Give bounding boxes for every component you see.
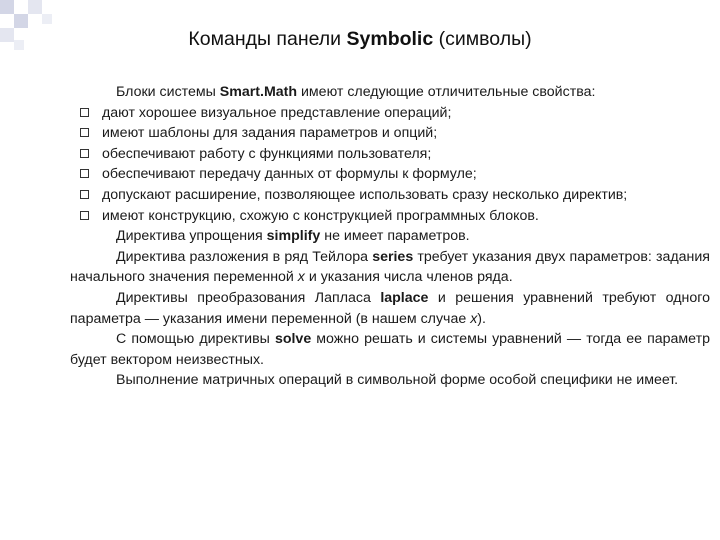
list-item: дают хорошее визуальное представление операций; [70, 103, 710, 124]
slide-title: Команды панели Symbolic (символы) [188, 28, 532, 50]
feature-list [70, 103, 710, 227]
list-item: имеют шаблоны для задания параметров и опций; [70, 123, 710, 144]
solve-paragraph: С помощью директивы solve можно решать и системы уравнений — тогда ее параметр будет вектором неизвестных. [70, 331, 710, 368]
checkbox-bullet-icon [80, 169, 89, 178]
list-item: имеют конструкцию, схожую с конструкцией программных блоков. [70, 206, 710, 227]
checkbox-bullet-icon [80, 149, 89, 158]
deco-square [28, 0, 42, 14]
list-item: обеспечивают работу с функциями пользователя; [70, 144, 710, 165]
checkbox-bullet-icon [80, 211, 89, 220]
deco-square [14, 14, 28, 28]
checkbox-bullet-icon [80, 108, 89, 117]
deco-square [0, 0, 14, 14]
series-paragraph: Директива разложения в ряд Тейлора series требует указания двух параметров: задания начального значения переменной x и указания числа членов ряда. [70, 248, 710, 286]
intro-paragraph: Блоки системы Smart.Math имеют следующие отличительные свойства: [116, 84, 596, 100]
slide-body [70, 82, 710, 391]
list-item: допускают расширение, позволяющее использовать сразу несколько директив; [70, 185, 710, 206]
list-item: обеспечивают передачу данных от формулы к формуле; [70, 164, 710, 185]
deco-square [42, 14, 52, 24]
laplace-paragraph: Директивы преобразования Лапласа laplace и решения уравнений требуют одного параметра — указания имени переменной (в нашем случае x). [70, 289, 711, 327]
matrix-paragraph: Выполнение матричных операций в символьной форме особой специфики не имеет. [116, 372, 679, 389]
simplify-paragraph: Директива упрощения simplify не имеет параметров. [116, 228, 470, 245]
checkbox-bullet-icon [80, 190, 89, 199]
checkbox-bullet-icon [80, 128, 89, 137]
